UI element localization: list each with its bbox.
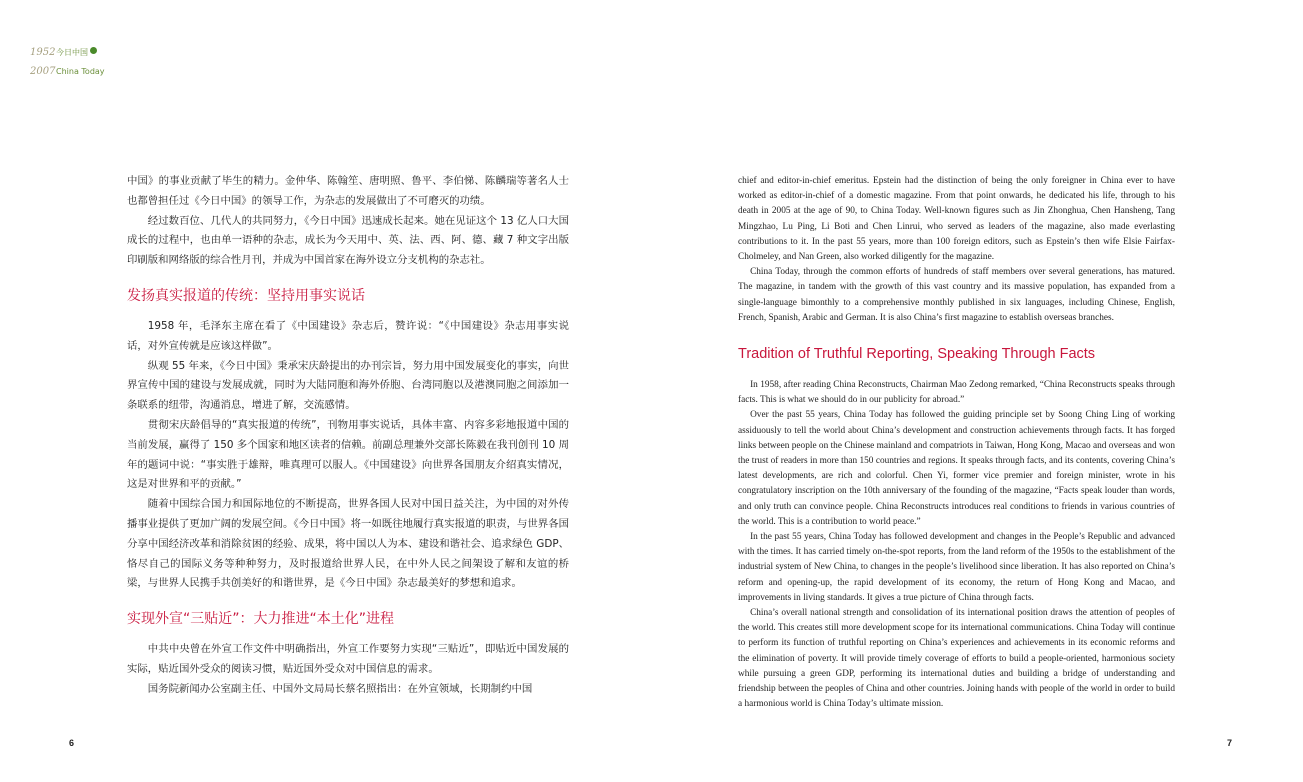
right-paragraph-5: In the past 55 years, China Today has followed development and changes in the People’s Republic and advanced with the times. It has carried timely on-the-spot reports, from the land reform of the 1950s to the establishment of the industrial system of New China, to changes in the people’s livelihood since liberation. It has also reported on China’s reform and opening-up, the rapid development of its economy, the return of Hong Kong and Macao, and improvements in living standards. It gives a true picture of China through facts. [738,532,1175,603]
left-paragraph-4: 纵观 55 年来，《今日中国》秉承宋庆龄提出的办刊宗旨，努力用中国发展变化的事实，向世界宣传中国的建设与发展成就，同时为大陆同胞和海外侨胞、台湾同胞以及港澳同胞之间添加一条联系的纽带，沟通消息，增进了解，交流感情。 [127,359,569,412]
left-paragraph-1: 中国》的事业贡献了毕生的精力。金仲华、陈翰笙、唐明照、鲁平、李伯悌、陈麟瑞等著名人士也都曾担任过《今日中国》的领导工作，为杂志的发展做出了不可磨灭的功绩。 [127,175,569,207]
right-heading-1: Tradition of Truthful Reporting, Speaking Through Facts [738,346,1096,363]
left-page-number: 6 [69,738,75,748]
left-paragraph-6: 随着中国综合国力和国际地位的不断提高，世界各国人民对中国日益关注，为中国的对外传播事业提供了更加广阔的发展空间。《今日中国》将一如既往地履行真实报道的职责，与世界各国分享中国经济改革和消除贫困的经验、成果，将中国以人为本、建设和谐社会、追求绿色 GDP、恪尽自己的国际义务等种种努力，及时报道给世界人民，在中外人民之间架设了解和友谊的桥梁，与世界人民携手共创美好的和谐世界，是《今日中国》杂志最美好的梦想和追求。 [127,498,569,590]
logo-title-en: China Today [56,67,105,76]
left-paragraph-3: 1958 年，毛泽东主席在看了《中国建设》杂志后，赞许说：“《中国建设》杂志用事实说话，对外宣传就是应该这样做”。 [127,319,569,352]
logo-year-start: 1952 [30,47,56,58]
right-page-number: 7 [1227,738,1233,748]
right-paragraph-3: In 1958, after reading China Reconstructs, Chairman Mao Zedong remarked, “China Reconstructs speaks through facts. This is what we should do in our publicity for abroad.” [738,380,1175,406]
left-paragraph-5: 贯彻宋庆龄倡导的“真实报道的传统”，刊物用事实说话，具体丰富、内容多彩地报道中国的当前发展，赢得了 150 多个国家和地区读者的信赖。前副总理兼外交部长陈毅在我刊创刊 10 周年的题词中说：“事实胜于雄辩，唯真理可以服人。《中国建设》向世界各国朋友介绍真实情况，这是对世界和平的贡献。” [127,418,569,491]
left-heading-1: 发扬真实报道的传统：坚持用事实说话 [127,287,365,304]
left-paragraph-2: 经过数百位、几代人的共同努力，《今日中国》迅速成长起来。她在见证这个 13 亿人口大国成长的过程中，也由单一语种的杂志，成长为今天用中、英、法、西、阿、德、藏 7 种文字出版印刷版和网络版的综合性月刊，并成为中国首家在海外设立分支机构的杂志社。 [127,214,569,267]
publication-logo [30,40,140,78]
right-paragraph-4: Over the past 55 years, China Today has followed the guiding principle set by Soong Ching Ling of working assiduously to tell the world about China’s development and construction achievements through facts. It has forged links between people on the Chinese mainland and compatriots in Taiwan, Hong Kong, Macao and overseas and won the trust of readers in more than 150 countries and regions. It speaks through facts, and its contents, covering China’s latest developments, are rich and colorful. Chen Yi, former vice premier and foreign minister, wrote in his congratulatory inscription on the 10th anniversary of the founding of the magazine, “Facts speak louder than words, and only truth can convince people. China Reconstructs introduces real conditions to friends in various countries of the world. This is a contribution to world peace.” [738,410,1175,527]
right-paragraph-2: China Today, through the common efforts of hundreds of staff members over several generations, has matured. The magazine, in tandem with the growth of this vast country and its massive population, has expanded from a single-language bimonthly to a comprehensive monthly published in six languages, including Chinese, English, French, Spanish, Arabic and German. It is also China’s first magazine to establish overseas branches. [738,267,1175,323]
logo-year-end: 2007 [30,66,56,77]
right-page-body [738,174,1175,713]
left-page-body [127,172,569,700]
right-paragraph-1: chief and editor-in-chief emeritus. Epstein had the distinction of being the only foreigner in China ever to have worked as editor-in-chief of a domestic magazine. From that point onwards, he dedicated his life, through to his death in 2005 at the age of 90, to China Today. Well-known figures such as Jin Zhonghua, Chen Hansheng, Tang Mingzhao, Lu Ping, Li Boti and Chen Linrui, who served as leaders of the magazine, also made everlasting contributions to it. In the past 55 years, more than 100 foreign editors, such as Epstein’s then wife Elsie Fairfax-Cholmeley, and Nan Green, also worked diligently for the magazine. [738,176,1175,263]
left-paragraph-8: 国务院新闻办公室副主任、中国外文局局长蔡名照指出：在外宣领域，长期制约中国 [147,682,533,695]
left-paragraph-7: 中共中央曾在外宣工作文件中明确指出，外宣工作要努力实现“三贴近”，即贴近中国发展的实际，贴近国外受众的阅读习惯，贴近国外受众对中国信息的需求。 [127,643,569,675]
right-paragraph-6: China’s overall national strength and consolidation of its international position draws the attention of peoples of the world. This creates still more development scope for its international communications. China Today will continue to perform its function of truthful reporting on China’s experiences and achievements in its economic reforms and the elimination of poverty. It will provide timely coverage of efforts to build a people-oriented, harmonious society while pursuing a green GDP, performing its international duties and building a bridge of understanding and friendship between the peoples of China and other countries. Joining hands with people of the world in order to build a harmonious world is China Today’s ultimate mission. [738,608,1175,710]
logo-title-cn: 今日中国 [56,48,88,57]
logo-check-icon [90,47,97,54]
left-heading-2: 实现外宣“三贴近”：大力推进“本土化”进程 [127,611,395,628]
